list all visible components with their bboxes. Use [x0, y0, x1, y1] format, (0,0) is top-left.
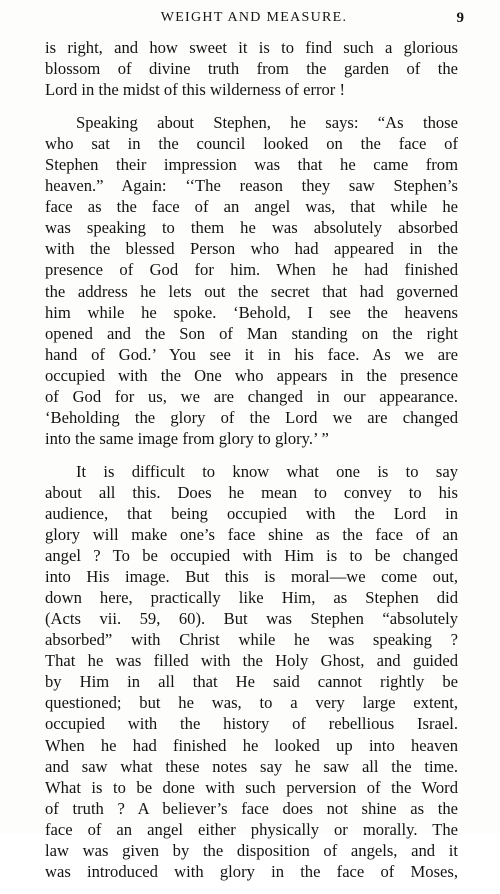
- text-line: heaven.” Again: ‘‘The reason they saw Stephen’s: [45, 176, 458, 196]
- text-line: and saw what these notes say he saw all the time.: [45, 756, 458, 776]
- text-line: is right, and how sweet it is to find such a glorious: [45, 38, 458, 57]
- text-line: That he was filled with the Holy Ghost, and guided: [45, 651, 458, 671]
- paragraph-3: [45, 461, 458, 882]
- text-line: face of an angel either physically or morally. The: [45, 819, 458, 839]
- page-number: 9: [456, 10, 464, 26]
- text-line: him while he spoke. ‘Behold, I see the heavens: [45, 302, 458, 322]
- text-line: about all this. Does he mean to convey to his: [45, 482, 458, 502]
- text-line: occupied with the One who appears in the presence: [45, 365, 458, 385]
- text-line: presence of God for him. When he had finished: [45, 260, 458, 280]
- text-line: glory will make one’s face shine as the face of an: [45, 525, 458, 545]
- text-line: Stephen their impression was that he came from: [45, 155, 458, 175]
- text-line: questioned; but he was, to a very large extent,: [45, 693, 458, 713]
- text-line: It is difficult to know what one is to say: [76, 461, 458, 481]
- text-line: the address he lets out the secret that had governed: [45, 281, 458, 301]
- text-line: ‘Beholding the glory of the Lord we are changed: [45, 407, 458, 427]
- text-line: into the same image from glory to glory.’ ”: [45, 428, 329, 448]
- text-line: face as the face of an angel was, that while he: [45, 197, 458, 217]
- text-line: who sat in the council looked on the face of: [45, 134, 458, 154]
- text-line: absorbed” with Christ while he was speaking ?: [45, 630, 458, 650]
- body-text: [45, 37, 458, 894]
- text-line: Speaking about Stephen, he says: “As those: [76, 113, 458, 133]
- text-line: When he had finished he looked up into heaven: [45, 735, 458, 755]
- page-header: [44, 10, 464, 32]
- text-line: What is to be done with such perversion of the Word: [45, 777, 458, 797]
- text-line: opened and the Son of Man standing on the right: [45, 323, 458, 343]
- text-line: angel ? To be occupied with Him is to be changed: [45, 546, 458, 566]
- text-line: was introduced with glory in the face of Moses,: [45, 861, 458, 881]
- text-line: (Acts vii. 59, 60). But was Stephen “absolutely: [45, 609, 458, 629]
- text-line: Lord in the midst of this wilderness of error !: [45, 80, 346, 100]
- text-line: by Him in all that He said cannot rightly be: [45, 672, 458, 692]
- paragraph-2: [45, 112, 458, 449]
- text-line: law was given by the disposition of angels, and it: [45, 840, 458, 860]
- text-line: with the blessed Person who had appeared in the: [45, 239, 458, 259]
- text-line: into His image. But this is moral—we come out,: [45, 567, 458, 587]
- text-line: occupied with the history of rebellious Israel.: [45, 714, 458, 734]
- text-line: of God for us, we are changed in our appearance.: [45, 386, 458, 406]
- text-line: down here, practically like Him, as Stephen did: [45, 588, 458, 608]
- paragraph-1: [45, 37, 458, 100]
- text-line: hand of God.’ You see it in his face. As we are: [45, 344, 458, 364]
- running-head: WEIGHT AND MEASURE.: [160, 10, 348, 25]
- text-line: audience, that being occupied with the Lord in: [45, 503, 458, 523]
- text-line: was speaking to them he was absolutely absorbed: [45, 218, 458, 238]
- text-line: blossom of divine truth from the garden of the: [45, 59, 458, 79]
- text-line: of truth ? A believer’s face does not shine as the: [45, 798, 458, 818]
